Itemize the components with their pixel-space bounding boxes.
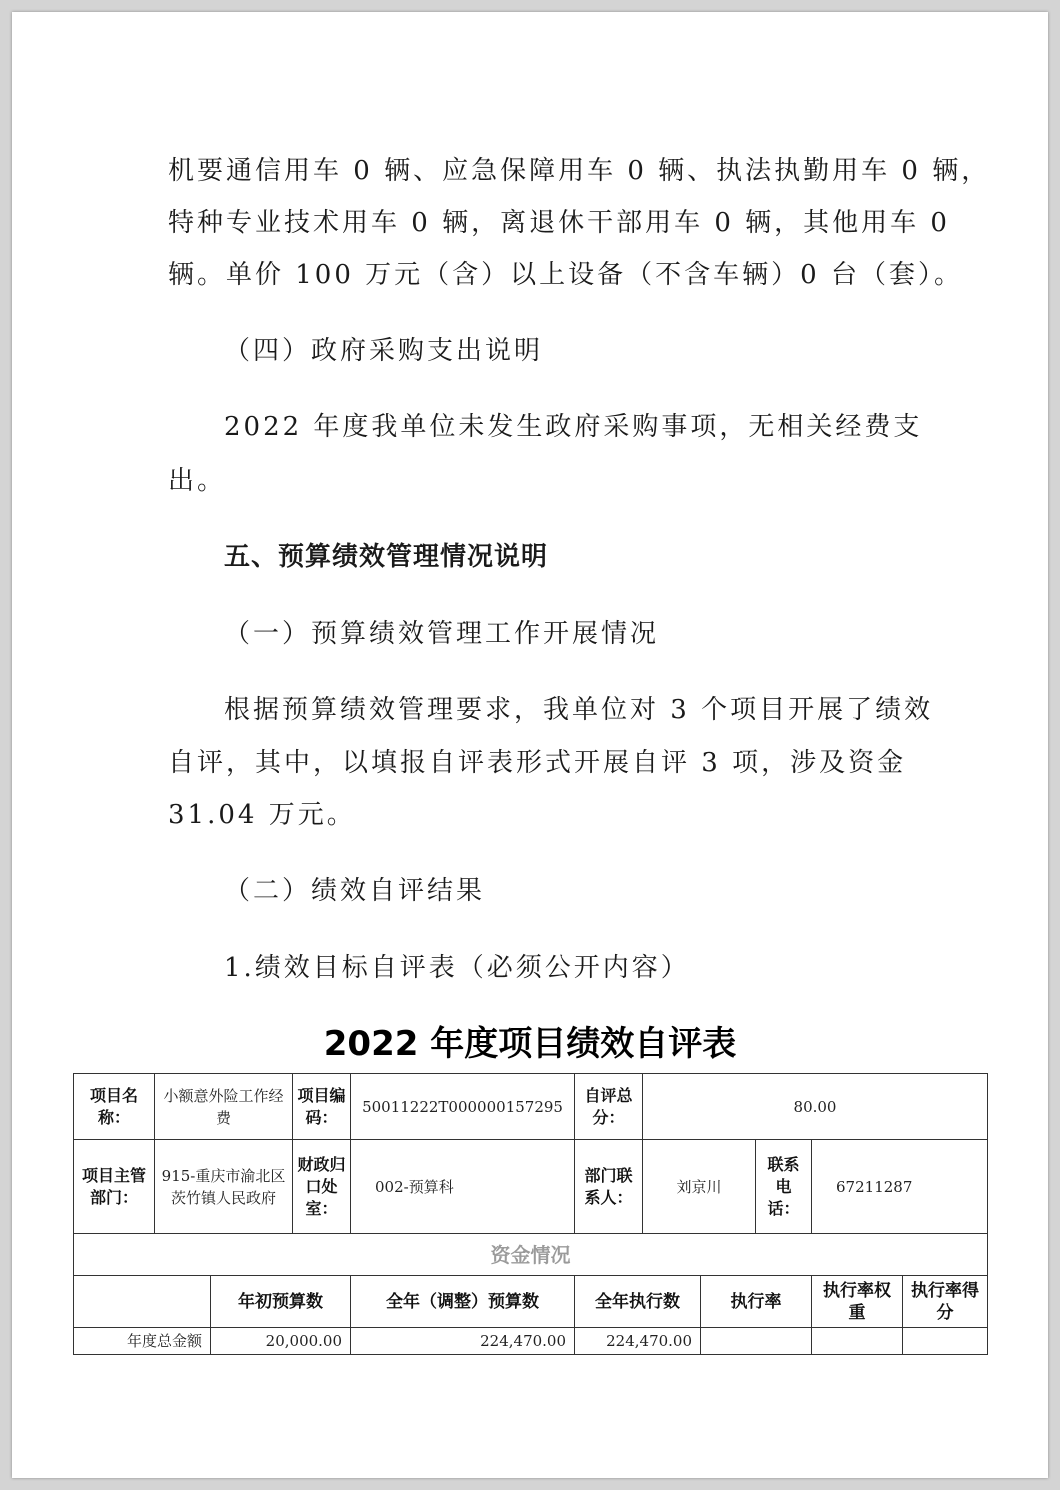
body-line-5: 2022 年度我单位未发生政府采购事项，无相关经费支 bbox=[224, 412, 923, 442]
finance-label: 财政归口处室： bbox=[293, 1140, 351, 1234]
col-header-exec-rate: 执行率 bbox=[701, 1276, 812, 1328]
cell-exec-rate bbox=[701, 1328, 812, 1355]
row-label-total: 年度总金额 bbox=[74, 1328, 211, 1355]
body-line-6: 出。 bbox=[168, 466, 227, 496]
cell-rate-weight bbox=[812, 1328, 903, 1355]
col-header-adjusted-budget: 全年（调整）预算数 bbox=[351, 1276, 575, 1328]
phone-value: 67211287 bbox=[812, 1140, 988, 1234]
dept-value: 915-重庆市渝北区茨竹镇人民政府 bbox=[155, 1140, 293, 1234]
project-code-value: 50011222T000000157295 bbox=[351, 1074, 575, 1140]
subheading-work: （一）预算绩效管理工作开展情况 bbox=[224, 619, 660, 649]
body-line-1: 机要通信用车 0 辆、应急保障用车 0 辆、执法执勤用车 0 辆， bbox=[168, 156, 991, 186]
project-name-value: 小额意外险工作经费 bbox=[155, 1074, 293, 1140]
table-row bbox=[74, 1328, 988, 1355]
document-page bbox=[12, 12, 1048, 1478]
table-header-row bbox=[74, 1276, 988, 1328]
cell-adjusted-budget: 224,470.00 bbox=[351, 1328, 575, 1355]
contact-value: 刘京川 bbox=[643, 1140, 756, 1234]
body-line-3: 辆。单价 100 万元（含）以上设备（不含车辆）0 台（套）。 bbox=[168, 260, 963, 290]
body-line-13: 1.绩效目标自评表（必须公开内容） bbox=[224, 953, 690, 983]
funds-section-header: 资金情况 bbox=[74, 1234, 988, 1276]
cell-executed: 224,470.00 bbox=[575, 1328, 701, 1355]
subheading-results: （二）绩效自评结果 bbox=[224, 876, 486, 906]
body-line-2: 特种专业技术用车 0 辆，离退休干部用车 0 辆，其他用车 0 bbox=[168, 208, 950, 238]
phone-label: 联系电话： bbox=[756, 1140, 812, 1234]
cell-rate-score bbox=[903, 1328, 988, 1355]
score-label: 自评总分： bbox=[575, 1074, 643, 1140]
body-line-9: 根据预算绩效管理要求，我单位对 3 个项目开展了绩效 bbox=[224, 695, 934, 725]
empty-header-cell bbox=[74, 1276, 211, 1328]
table-row bbox=[74, 1234, 988, 1276]
body-line-10: 自评，其中，以填报自评表形式开展自评 3 项，涉及资金 bbox=[168, 748, 907, 778]
table-title: 2022 年度项目绩效自评表 bbox=[323, 1024, 737, 1064]
dept-label: 项目主管部门： bbox=[74, 1140, 155, 1234]
col-header-rate-score: 执行率得分 bbox=[903, 1276, 988, 1328]
table-row bbox=[74, 1140, 988, 1234]
finance-value: 002-预算科 bbox=[351, 1140, 575, 1234]
table-row bbox=[74, 1074, 988, 1140]
col-header-initial-budget: 年初预算数 bbox=[211, 1276, 351, 1328]
project-code-label: 项目编码： bbox=[293, 1074, 351, 1140]
contact-label: 部门联系人： bbox=[575, 1140, 643, 1234]
self-evaluation-table bbox=[73, 1073, 988, 1355]
project-name-label: 项目名称： bbox=[74, 1074, 155, 1140]
cell-initial-budget: 20,000.00 bbox=[211, 1328, 351, 1355]
col-header-rate-weight: 执行率权重 bbox=[812, 1276, 903, 1328]
body-line-11: 31.04 万元。 bbox=[168, 800, 356, 830]
col-header-executed: 全年执行数 bbox=[575, 1276, 701, 1328]
section-heading-performance: 五、预算绩效管理情况说明 bbox=[224, 542, 549, 572]
subheading-procurement: （四）政府采购支出说明 bbox=[224, 336, 544, 366]
score-value: 80.00 bbox=[643, 1074, 988, 1140]
